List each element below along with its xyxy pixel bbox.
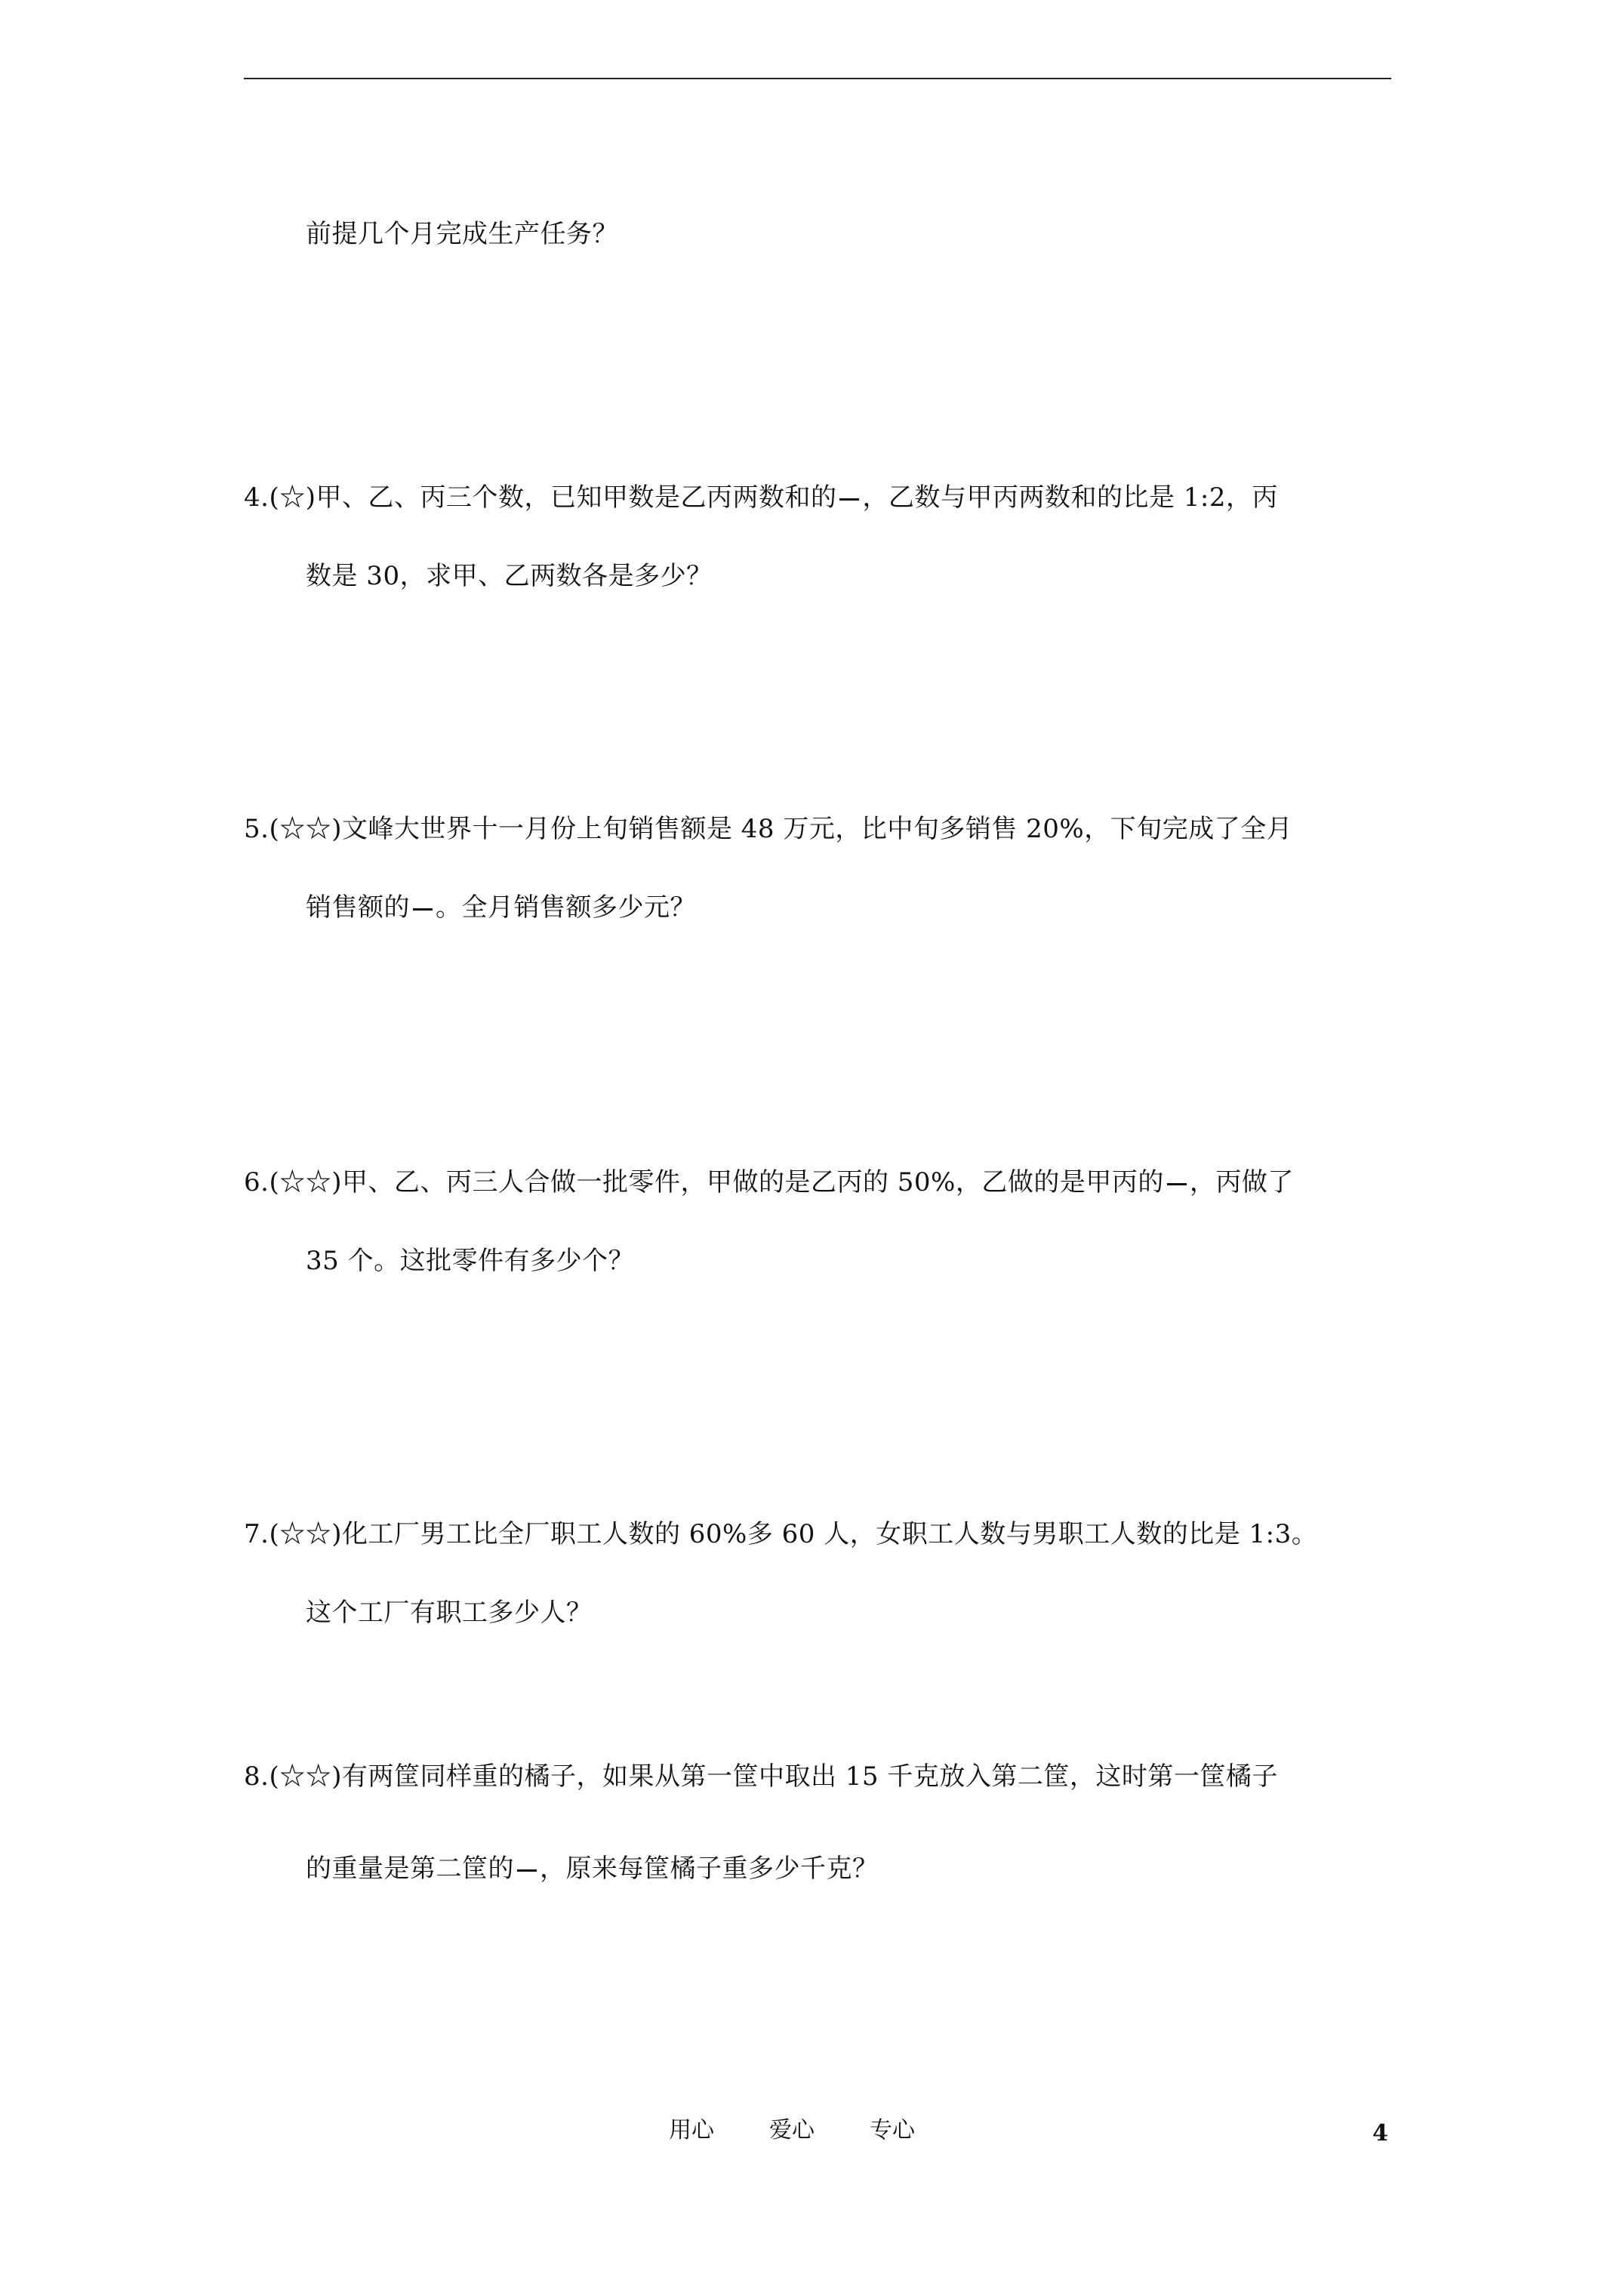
footer-word-3: 专心	[870, 2117, 915, 2143]
problem-4-text-b: ，乙数与甲丙两数和的比是 1:2，丙	[862, 482, 1278, 513]
problem-5-text-a: 销售额的	[306, 892, 410, 923]
footer-word-2: 爱心	[769, 2117, 815, 2143]
problem-5-line-1: 5.(☆☆)文峰大世界十一月份上旬销售额是 48 万元，比中旬多销售 20%，下旬完成了全月	[244, 814, 1293, 844]
problem-6-text-b: ，丙做了	[1189, 1167, 1294, 1197]
page-number: 4	[1372, 2120, 1388, 2147]
problem-5-line-2	[306, 891, 696, 924]
problem-4-text-a: 4.(☆)甲、乙、丙三个数，已知甲数是乙丙两数和的	[244, 482, 837, 513]
problem-4-line-2: 数是 30，求甲、乙两数各是多少？	[306, 561, 713, 591]
problem-8-text-a: 的重量是第二筐的	[306, 1854, 514, 1884]
problem-8-line-2	[306, 1852, 879, 1885]
problem-8-text-b: ，原来每筐橘子重多少千克？	[540, 1854, 879, 1884]
problem-7-line-1: 7.(☆☆)化工厂男工比全厂职工人数的 60%多 60 人，女职工人数与男职工人数的比是 1:3。	[244, 1519, 1318, 1549]
fraction-placeholder	[517, 1869, 537, 1872]
problem-5-text-b: 。全月销售额多少元？	[436, 892, 696, 923]
footer-word-1: 用心	[669, 2117, 714, 2143]
fraction-placeholder	[839, 498, 859, 501]
problem-4-line-1	[244, 481, 1278, 514]
problem-8-line-1: 8.(☆☆)有两筐同样重的橘子，如果从第一筐中取出 15 千克放入第二筐，这时第一筐橘子	[244, 1761, 1278, 1792]
problem-6-line-2: 35 个。这批零件有多少个？	[306, 1246, 635, 1276]
problem-7-line-2: 这个工厂有职工多少人？	[306, 1598, 593, 1628]
problem-6-text-a: 6.(☆☆)甲、乙、丙三人合做一批零件，甲做的是乙丙的 50%，乙做的是甲丙的	[244, 1167, 1164, 1197]
header-rule	[244, 78, 1391, 79]
fraction-placeholder	[413, 908, 433, 911]
continuation-text: 前提几个月完成生产任务？	[306, 219, 618, 249]
fraction-placeholder	[1167, 1183, 1187, 1185]
problem-6-line-1	[244, 1166, 1294, 1199]
